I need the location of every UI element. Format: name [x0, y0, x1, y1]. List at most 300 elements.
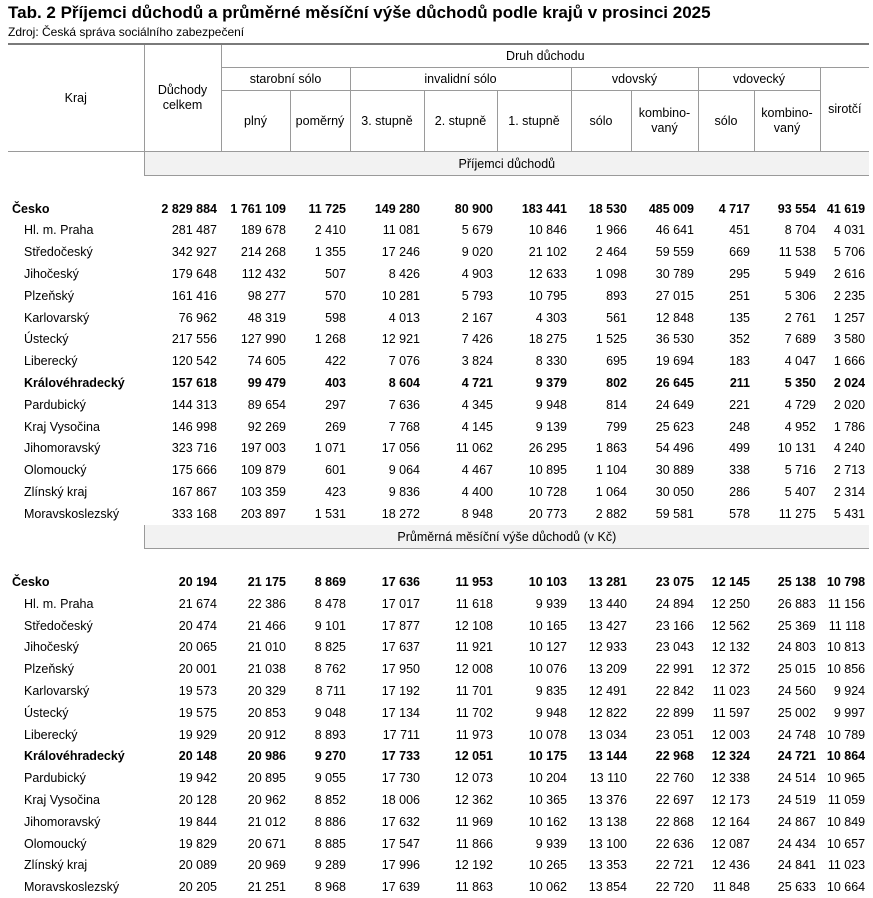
value-cell: 2 314: [820, 481, 869, 503]
value-cell: 2 464: [571, 241, 631, 263]
value-cell: 8 948: [424, 503, 497, 525]
section-header-spacer: [8, 525, 144, 549]
value-cell: 11 023: [820, 854, 869, 876]
region-name: Olomoucký: [8, 833, 144, 855]
value-cell: 13 034: [571, 724, 631, 746]
region-name: Karlovarský: [8, 307, 144, 329]
value-cell: 9 289: [290, 854, 350, 876]
value-cell: 4 145: [424, 416, 497, 438]
value-cell: 423: [290, 481, 350, 503]
value-cell: 1 268: [290, 329, 350, 351]
value-cell: 5 679: [424, 220, 497, 242]
value-cell: 5 350: [754, 372, 820, 394]
value-cell: 22 868: [631, 811, 698, 833]
table-row: [8, 811, 869, 833]
value-cell: 22 697: [631, 789, 698, 811]
value-cell: 17 192: [350, 680, 424, 702]
spacer-cell: [8, 549, 869, 571]
value-cell: 17 636: [350, 571, 424, 593]
value-cell: 10 798: [820, 571, 869, 593]
table-row: [8, 593, 869, 615]
value-cell: 217 556: [144, 329, 221, 351]
value-cell: 9 064: [350, 459, 424, 481]
value-cell: 93 554: [754, 198, 820, 220]
value-cell: 25 623: [631, 416, 698, 438]
value-cell: 12 362: [424, 789, 497, 811]
value-cell: 23 043: [631, 636, 698, 658]
value-cell: 10 813: [820, 636, 869, 658]
value-cell: 281 487: [144, 220, 221, 242]
value-cell: 18 530: [571, 198, 631, 220]
value-cell: 26 883: [754, 593, 820, 615]
value-cell: 9 139: [497, 416, 571, 438]
value-cell: 59 559: [631, 241, 698, 263]
region-name: Ústecký: [8, 702, 144, 724]
value-cell: 17 711: [350, 724, 424, 746]
value-cell: 26 645: [631, 372, 698, 394]
value-cell: 12 562: [698, 615, 754, 637]
value-cell: 17 246: [350, 241, 424, 263]
value-cell: 338: [698, 459, 754, 481]
value-cell: 5 716: [754, 459, 820, 481]
value-cell: 3 580: [820, 329, 869, 351]
region-name: Zlínský kraj: [8, 854, 144, 876]
value-cell: 10 895: [497, 459, 571, 481]
region-name: Pardubický: [8, 394, 144, 416]
value-cell: 12 633: [497, 263, 571, 285]
value-cell: 13 138: [571, 811, 631, 833]
value-cell: 342 927: [144, 241, 221, 263]
value-cell: 12 173: [698, 789, 754, 811]
value-cell: 20 128: [144, 789, 221, 811]
header-vdovsky-kombinovany-label: kombino-vaný: [637, 106, 693, 136]
value-cell: 10 856: [820, 658, 869, 680]
table-row: [8, 702, 869, 724]
value-cell: 11 275: [754, 503, 820, 525]
value-cell: 9 924: [820, 680, 869, 702]
value-cell: 403: [290, 372, 350, 394]
value-cell: 24 894: [631, 593, 698, 615]
value-cell: 297: [290, 394, 350, 416]
value-cell: 11 702: [424, 702, 497, 724]
region-name: Zlínský kraj: [8, 481, 144, 503]
value-cell: 21 466: [221, 615, 290, 637]
value-cell: 333 168: [144, 503, 221, 525]
value-cell: 11 863: [424, 876, 497, 898]
value-cell: 24 560: [754, 680, 820, 702]
value-cell: 20 853: [221, 702, 290, 724]
table-row: [8, 416, 869, 438]
value-cell: 4 303: [497, 307, 571, 329]
value-cell: 451: [698, 220, 754, 242]
value-cell: 13 427: [571, 615, 631, 637]
region-name: Kraj Vysočina: [8, 789, 144, 811]
value-cell: 4 240: [820, 438, 869, 460]
value-cell: 5 407: [754, 481, 820, 503]
header-pomerny: poměrný: [290, 91, 350, 152]
value-cell: 120 542: [144, 350, 221, 372]
region-name: Královéhradecký: [8, 745, 144, 767]
value-cell: 13 440: [571, 593, 631, 615]
value-cell: 11 156: [820, 593, 869, 615]
region-name: Středočeský: [8, 241, 144, 263]
header-vdovecky-kombinovany-label: kombino-vaný: [759, 106, 815, 136]
value-cell: 1 531: [290, 503, 350, 525]
value-cell: 203 897: [221, 503, 290, 525]
value-cell: 135: [698, 307, 754, 329]
table-title: Tab. 2 Příjemci důchodů a průměrné měsíční výše důchodů podle krajů v prosinci 2025: [8, 3, 711, 23]
value-cell: 1 966: [571, 220, 631, 242]
value-cell: 13 854: [571, 876, 631, 898]
value-cell: 12 008: [424, 658, 497, 680]
value-cell: 8 886: [290, 811, 350, 833]
value-cell: 17 637: [350, 636, 424, 658]
table-row: [8, 833, 869, 855]
value-cell: 54 496: [631, 438, 698, 460]
value-cell: 23 075: [631, 571, 698, 593]
value-cell: 20 148: [144, 745, 221, 767]
value-cell: 20 671: [221, 833, 290, 855]
value-cell: 214 268: [221, 241, 290, 263]
value-cell: 17 547: [350, 833, 424, 855]
value-cell: 20 065: [144, 636, 221, 658]
value-cell: 19 929: [144, 724, 221, 746]
value-cell: 10 789: [820, 724, 869, 746]
value-cell: 323 716: [144, 438, 221, 460]
value-cell: 21 674: [144, 593, 221, 615]
table-row: [8, 503, 869, 525]
region-name: Karlovarský: [8, 680, 144, 702]
value-cell: 12 921: [350, 329, 424, 351]
region-name: Plzeňský: [8, 285, 144, 307]
value-cell: 9 101: [290, 615, 350, 637]
table-row: [8, 789, 869, 811]
value-cell: 10 864: [820, 745, 869, 767]
value-cell: 10 365: [497, 789, 571, 811]
table-row: [8, 241, 869, 263]
value-cell: 211: [698, 372, 754, 394]
table-body: [8, 152, 869, 898]
value-cell: 9 020: [424, 241, 497, 263]
header-total: [144, 44, 221, 152]
value-cell: 22 720: [631, 876, 698, 898]
value-cell: 11 921: [424, 636, 497, 658]
value-cell: 20 773: [497, 503, 571, 525]
value-cell: 11 059: [820, 789, 869, 811]
value-cell: 1 257: [820, 307, 869, 329]
value-cell: 11 848: [698, 876, 754, 898]
value-cell: 4 729: [754, 394, 820, 416]
value-cell: 17 877: [350, 615, 424, 637]
value-cell: 12 338: [698, 767, 754, 789]
value-cell: 76 962: [144, 307, 221, 329]
header-kraj: Kraj: [8, 44, 144, 152]
value-cell: 19 694: [631, 350, 698, 372]
value-cell: 20 194: [144, 571, 221, 593]
value-cell: 12 933: [571, 636, 631, 658]
value-cell: 11 081: [350, 220, 424, 242]
value-cell: 10 664: [820, 876, 869, 898]
value-cell: 10 162: [497, 811, 571, 833]
value-cell: 802: [571, 372, 631, 394]
value-cell: 127 990: [221, 329, 290, 351]
header-group-invalidni: invalidní sólo: [350, 68, 571, 91]
value-cell: 24 514: [754, 767, 820, 789]
value-cell: 189 678: [221, 220, 290, 242]
value-cell: 48 319: [221, 307, 290, 329]
region-name: Liberecký: [8, 350, 144, 372]
value-cell: 251: [698, 285, 754, 307]
table-row: [8, 767, 869, 789]
value-cell: 17 733: [350, 745, 424, 767]
value-cell: 1 064: [571, 481, 631, 503]
table-row: [8, 307, 869, 329]
section-header-row: [8, 152, 869, 176]
value-cell: 269: [290, 416, 350, 438]
header-plny: plný: [221, 91, 290, 152]
value-cell: 352: [698, 329, 754, 351]
value-cell: 12 087: [698, 833, 754, 855]
value-cell: 9 948: [497, 394, 571, 416]
value-cell: 578: [698, 503, 754, 525]
value-cell: 20 089: [144, 854, 221, 876]
table-row: [8, 394, 869, 416]
value-cell: 9 836: [350, 481, 424, 503]
value-cell: 109 879: [221, 459, 290, 481]
value-cell: 4 013: [350, 307, 424, 329]
value-cell: 11 023: [698, 680, 754, 702]
header-stupen-3: 3. stupně: [350, 91, 424, 152]
value-cell: 295: [698, 263, 754, 285]
value-cell: 1 098: [571, 263, 631, 285]
value-cell: 197 003: [221, 438, 290, 460]
value-cell: 20 329: [221, 680, 290, 702]
value-cell: 9 948: [497, 702, 571, 724]
region-name: Moravskoslezský: [8, 503, 144, 525]
value-cell: 27 015: [631, 285, 698, 307]
value-cell: 20 969: [221, 854, 290, 876]
value-cell: 7 768: [350, 416, 424, 438]
table-row: [8, 680, 869, 702]
value-cell: 485 009: [631, 198, 698, 220]
value-cell: 25 138: [754, 571, 820, 593]
table-row: [8, 745, 869, 767]
value-cell: 598: [290, 307, 350, 329]
value-cell: 23 051: [631, 724, 698, 746]
header-total-label: Důchody celkem: [153, 83, 213, 113]
value-cell: 21 010: [221, 636, 290, 658]
header-vdovsky-solo: sólo: [571, 91, 631, 152]
table-row: [8, 438, 869, 460]
table-row: [8, 481, 869, 503]
value-cell: 8 869: [290, 571, 350, 593]
value-cell: 112 432: [221, 263, 290, 285]
value-cell: 25 002: [754, 702, 820, 724]
pension-table: [8, 43, 869, 898]
section-title: Průměrná měsíční výše důchodů (v Kč): [144, 525, 869, 549]
value-cell: 1 786: [820, 416, 869, 438]
value-cell: 20 962: [221, 789, 290, 811]
value-cell: 10 728: [497, 481, 571, 503]
table-row: [8, 220, 869, 242]
header-vdovecky-solo: sólo: [698, 91, 754, 152]
region-name: Česko: [8, 571, 144, 593]
value-cell: 1 071: [290, 438, 350, 460]
value-cell: 24 803: [754, 636, 820, 658]
value-cell: 30 050: [631, 481, 698, 503]
value-cell: 422: [290, 350, 350, 372]
value-cell: 286: [698, 481, 754, 503]
value-cell: 21 012: [221, 811, 290, 833]
value-cell: 59 581: [631, 503, 698, 525]
value-cell: 12 192: [424, 854, 497, 876]
value-cell: 11 701: [424, 680, 497, 702]
table-row: [8, 724, 869, 746]
value-cell: 17 996: [350, 854, 424, 876]
value-cell: 2 616: [820, 263, 869, 285]
value-cell: 2 020: [820, 394, 869, 416]
value-cell: 18 275: [497, 329, 571, 351]
value-cell: 22 386: [221, 593, 290, 615]
region-name: Ústecký: [8, 329, 144, 351]
value-cell: 9 270: [290, 745, 350, 767]
value-cell: 561: [571, 307, 631, 329]
value-cell: 11 062: [424, 438, 497, 460]
header-vdovsky-kombinovany: [631, 91, 698, 152]
table-row: [8, 658, 869, 680]
table-row: [8, 263, 869, 285]
value-cell: 499: [698, 438, 754, 460]
table-row: [8, 350, 869, 372]
value-cell: 161 416: [144, 285, 221, 307]
value-cell: 12 051: [424, 745, 497, 767]
region-name: Česko: [8, 198, 144, 220]
table-header: [8, 44, 869, 152]
value-cell: 5 949: [754, 263, 820, 285]
table-row: [8, 285, 869, 307]
value-cell: 74 605: [221, 350, 290, 372]
value-cell: 1 761 109: [221, 198, 290, 220]
spacer-cell: [8, 176, 869, 198]
value-cell: 21 251: [221, 876, 290, 898]
value-cell: 9 379: [497, 372, 571, 394]
value-cell: 19 575: [144, 702, 221, 724]
value-cell: 11 973: [424, 724, 497, 746]
value-cell: 12 250: [698, 593, 754, 615]
value-cell: 248: [698, 416, 754, 438]
value-cell: 12 372: [698, 658, 754, 680]
value-cell: 157 618: [144, 372, 221, 394]
region-name: Jihomoravský: [8, 811, 144, 833]
value-cell: 11 538: [754, 241, 820, 263]
header-stupen-1: 1. stupně: [497, 91, 571, 152]
value-cell: 13 281: [571, 571, 631, 593]
value-cell: 12 324: [698, 745, 754, 767]
value-cell: 10 657: [820, 833, 869, 855]
value-cell: 5 306: [754, 285, 820, 307]
value-cell: 18 006: [350, 789, 424, 811]
value-cell: 10 849: [820, 811, 869, 833]
value-cell: 5 706: [820, 241, 869, 263]
value-cell: 24 649: [631, 394, 698, 416]
value-cell: 18 272: [350, 503, 424, 525]
value-cell: 8 711: [290, 680, 350, 702]
section-header-row: [8, 525, 869, 549]
value-cell: 4 031: [820, 220, 869, 242]
value-cell: 570: [290, 285, 350, 307]
value-cell: 4 467: [424, 459, 497, 481]
value-cell: 3 824: [424, 350, 497, 372]
table-row: [8, 854, 869, 876]
value-cell: 23 166: [631, 615, 698, 637]
value-cell: 7 076: [350, 350, 424, 372]
value-cell: 12 491: [571, 680, 631, 702]
region-name: Olomoucký: [8, 459, 144, 481]
value-cell: 22 636: [631, 833, 698, 855]
value-cell: 24 721: [754, 745, 820, 767]
value-cell: 8 893: [290, 724, 350, 746]
value-cell: 9 048: [290, 702, 350, 724]
value-cell: 36 530: [631, 329, 698, 351]
value-cell: 13 100: [571, 833, 631, 855]
spacer-row: [8, 176, 869, 198]
value-cell: 22 721: [631, 854, 698, 876]
value-cell: 9 997: [820, 702, 869, 724]
value-cell: 8 478: [290, 593, 350, 615]
value-cell: 20 205: [144, 876, 221, 898]
value-cell: 10 795: [497, 285, 571, 307]
value-cell: 12 436: [698, 854, 754, 876]
value-cell: 24 841: [754, 854, 820, 876]
table-source: Zdroj: Česká správa sociálního zabezpečení: [8, 25, 244, 39]
section-title: Příjemci důchodů: [144, 152, 869, 176]
value-cell: 22 899: [631, 702, 698, 724]
value-cell: 8 426: [350, 263, 424, 285]
value-cell: 1 104: [571, 459, 631, 481]
table-row: [8, 198, 869, 220]
value-cell: 9 939: [497, 593, 571, 615]
value-cell: 13 209: [571, 658, 631, 680]
value-cell: 98 277: [221, 285, 290, 307]
value-cell: 21 175: [221, 571, 290, 593]
value-cell: 92 269: [221, 416, 290, 438]
value-cell: 21 102: [497, 241, 571, 263]
value-cell: 1 355: [290, 241, 350, 263]
value-cell: 4 721: [424, 372, 497, 394]
value-cell: 19 844: [144, 811, 221, 833]
region-name: Moravskoslezský: [8, 876, 144, 898]
region-name: Kraj Vysočina: [8, 416, 144, 438]
value-cell: 12 003: [698, 724, 754, 746]
value-cell: 22 968: [631, 745, 698, 767]
value-cell: 179 648: [144, 263, 221, 285]
value-cell: 22 842: [631, 680, 698, 702]
value-cell: 1 666: [820, 350, 869, 372]
region-name: Pardubický: [8, 767, 144, 789]
value-cell: 4 952: [754, 416, 820, 438]
value-cell: 669: [698, 241, 754, 263]
value-cell: 20 986: [221, 745, 290, 767]
value-cell: 19 942: [144, 767, 221, 789]
value-cell: 1 525: [571, 329, 631, 351]
value-cell: 7 689: [754, 329, 820, 351]
value-cell: 4 717: [698, 198, 754, 220]
value-cell: 893: [571, 285, 631, 307]
value-cell: 2 829 884: [144, 198, 221, 220]
value-cell: 17 639: [350, 876, 424, 898]
value-cell: 17 950: [350, 658, 424, 680]
value-cell: 221: [698, 394, 754, 416]
